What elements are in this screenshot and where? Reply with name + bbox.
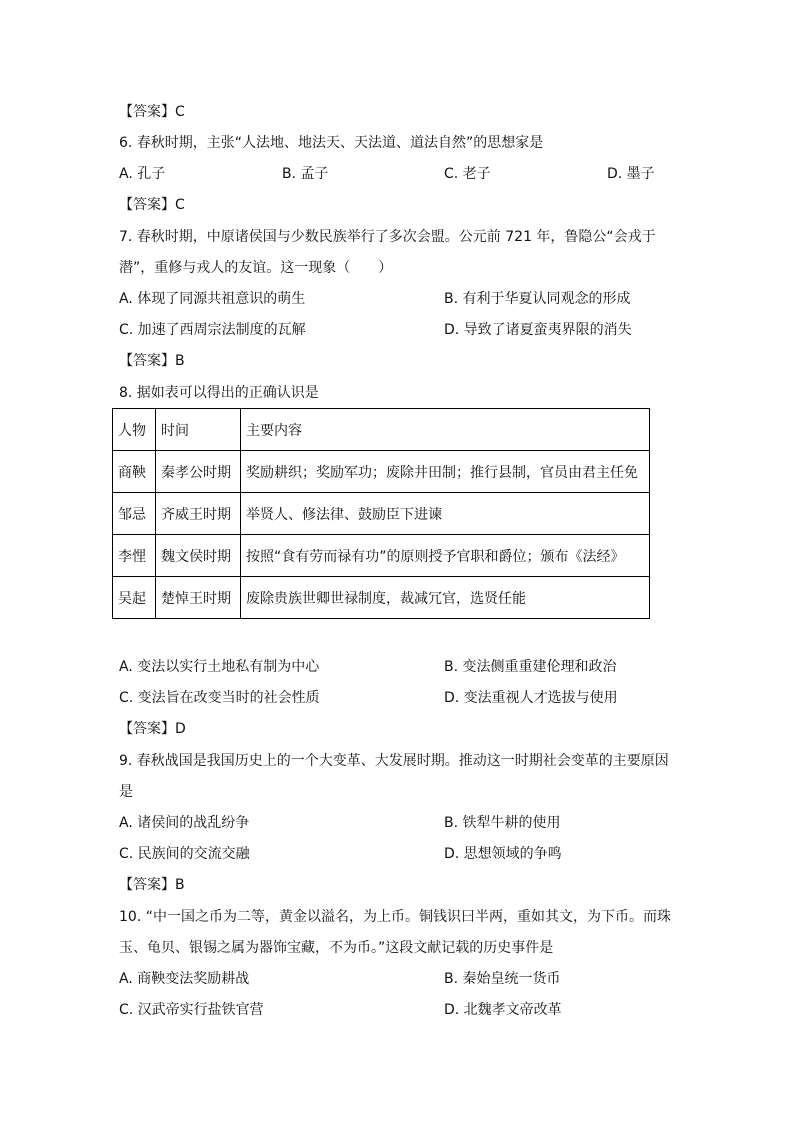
q8-option-a: A. 变法以实行土地私有制为中心 <box>119 659 320 675</box>
q6-option-d: D. 墨子 <box>607 166 655 182</box>
q7-option-c: C. 加速了西周宗法制度的瓦解 <box>119 322 306 338</box>
q10-option-c: C. 汉武帝实行盐铁官营 <box>119 1002 264 1018</box>
q6-option-b: B. 孟子 <box>282 166 329 182</box>
q9-option-b: B. 铁犁牛耕的使用 <box>444 815 561 831</box>
table-header-row <box>113 409 650 451</box>
table-header-cell: 人物 <box>113 409 156 451</box>
question-7-stem-line2: 潜”，重修与戎人的友谊。这一现象（ ） <box>119 260 393 276</box>
table-cell: 李悝 <box>113 535 156 577</box>
q8-option-c: C. 变法旨在改变当时的社会性质 <box>119 690 320 706</box>
table-cell: 吴起 <box>113 577 156 619</box>
q7-option-b: B. 有利于华夏认同观念的形成 <box>444 291 631 307</box>
question-7-stem-line1: 7. 春秋时期，中原诸侯国与少数民族举行了多次会盟。公元前 721 年，鲁隐公“会戎于 <box>119 229 656 245</box>
question-9-stem-line2: 是 <box>119 784 133 800</box>
table-cell: 楚悼王时期 <box>156 577 241 619</box>
table-cell: 商鞅 <box>113 451 156 493</box>
table-row <box>113 493 650 535</box>
table-header-cell: 时间 <box>156 409 241 451</box>
table-cell: 举贤人、修法律、鼓励臣下进谏 <box>241 493 650 535</box>
table-row <box>113 535 650 577</box>
q9-option-d: D. 思想领域的争鸣 <box>444 846 562 862</box>
q7-option-d: D. 导致了诸夏蛮夷界限的消失 <box>444 322 632 338</box>
table-row <box>113 451 650 493</box>
table-header-cell: 主要内容 <box>241 409 650 451</box>
answer-q6: 【答案】C <box>119 197 185 213</box>
answer-q8: 【答案】D <box>119 721 186 737</box>
q10-option-a: A. 商鞅变法奖励耕战 <box>119 971 250 987</box>
answer-q7: 【答案】B <box>119 353 185 369</box>
answer-q9: 【答案】B <box>119 877 185 893</box>
q10-option-d: D. 北魏孝文帝改革 <box>444 1002 562 1018</box>
q10-option-b: B. 秦始皇统一货币 <box>444 971 561 987</box>
q6-option-a: A. 孔子 <box>119 166 166 182</box>
table-cell: 魏文侯时期 <box>156 535 241 577</box>
q9-option-c: C. 民族间的交流交融 <box>119 846 250 862</box>
table-cell: 齐威王时期 <box>156 493 241 535</box>
table-cell: 秦孝公时期 <box>156 451 241 493</box>
question-8-stem: 8. 据如表可以得出的正确认识是 <box>119 385 319 401</box>
q6-option-c: C. 老子 <box>444 166 491 182</box>
question-9-stem-line1: 9. 春秋战国是我国历史上的一个大变革、大发展时期。推动这一时期社会变革的主要原因 <box>119 753 669 769</box>
q8-option-d: D. 变法重视人才选拔与使用 <box>444 690 618 706</box>
q7-option-a: A. 体现了同源共祖意识的萌生 <box>119 291 306 307</box>
table-cell: 奖励耕织；奖励军功；废除井田制；推行县制，官员由君主任免 <box>241 451 650 493</box>
reform-table <box>112 408 650 619</box>
table-row <box>113 577 650 619</box>
question-6-stem: 6. 春秋时期，主张“人法地、地法天、天法道、道法自然”的思想家是 <box>119 135 544 151</box>
table-cell: 邹忌 <box>113 493 156 535</box>
question-10-stem-line2: 玉、龟贝、银锡之属为器饰宝藏，不为币。”这段文献记载的历史事件是 <box>119 940 554 956</box>
answer-q5: 【答案】C <box>119 104 185 120</box>
table-cell: 废除贵族世卿世禄制度，裁减冗官，选贤任能 <box>241 577 650 619</box>
q8-option-b: B. 变法侧重重建伦理和政治 <box>444 659 617 675</box>
question-10-stem-line1: 10. “中一国之币为二等，黄金以溢名，为上币。铜钱识曰半两，重如其文，为下币。而珠 <box>119 909 671 925</box>
q9-option-a: A. 诸侯间的战乱纷争 <box>119 815 250 831</box>
table-cell: 按照“食有劳而禄有功”的原则授予官职和爵位；颁布《法经》 <box>241 535 650 577</box>
